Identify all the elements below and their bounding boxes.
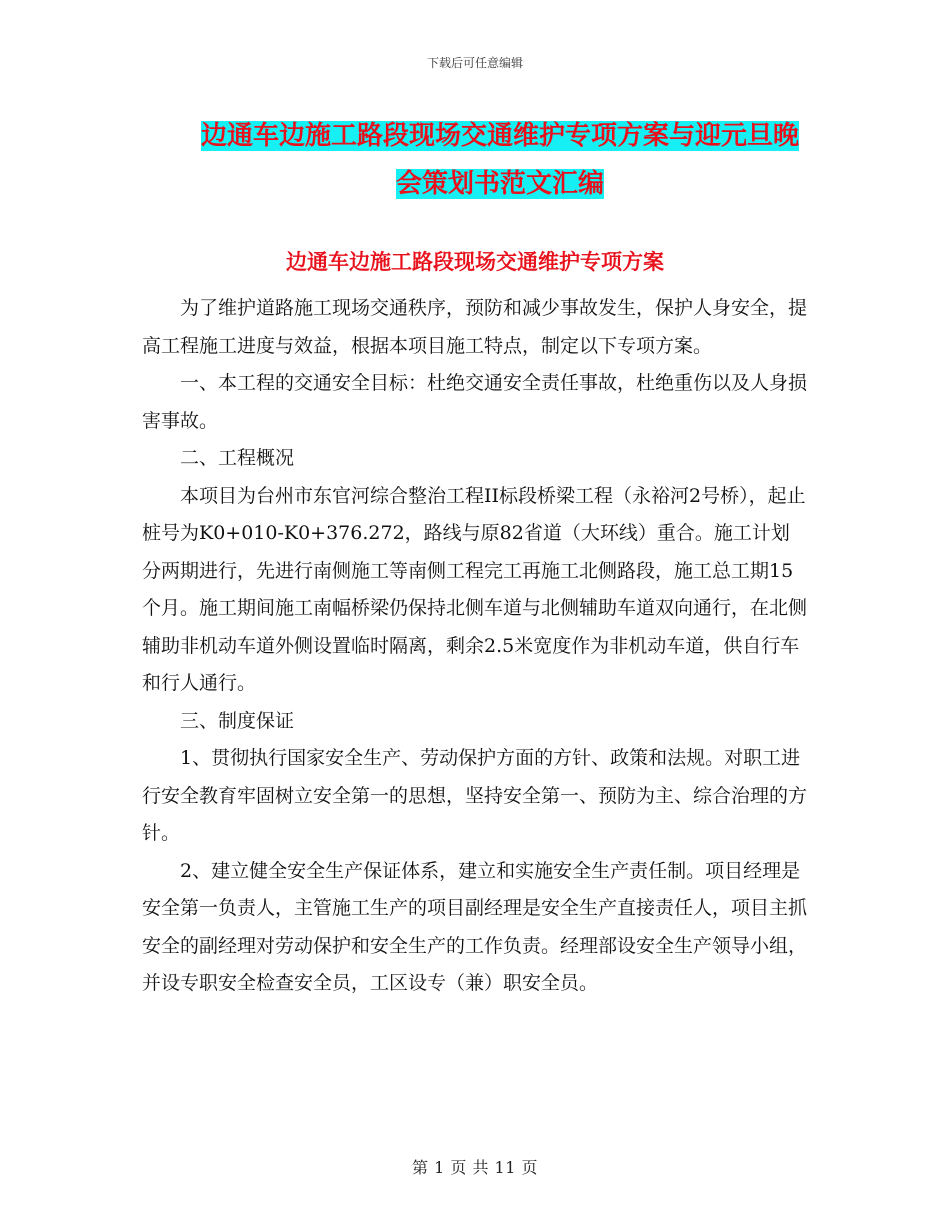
paragraph-heading-overview: 二、工程概况 — [180, 447, 295, 469]
paragraph-safety-goal: 一、本工程的交通安全目标：杜绝交通安全责任事故，杜绝重伤以及人身损害事故。 — [142, 372, 808, 432]
page-header-note: 下载后可任意编辑 — [426, 56, 523, 70]
paragraph-item-1: 1、贯彻执行国家安全生产、劳动保护方面的方针、政策和法规。对职工进行安全教育牢固树立安全第一的思想，坚持安全第一、预防为主、综合治理的方针。 — [142, 747, 808, 844]
section-title: 边通车边施工路段现场交通维护专项方案 — [286, 250, 664, 274]
document-body — [142, 290, 808, 1003]
paragraph-intro: 为了维护道路施工现场交通秩序，预防和减少事故发生，保护人身安全，提高工程施工进度与效益，根据本项目施工特点，制定以下专项方案。 — [142, 297, 808, 357]
page-number-footer: 第 1 页 共 11 页 — [412, 1158, 538, 1177]
paragraph-heading-system: 三、制度保证 — [180, 709, 295, 732]
document-title-text: 边通车边施工路段现场交通维护专项方案与迎元旦晚会策划书范文汇编 — [200, 121, 799, 199]
document-title — [190, 112, 810, 208]
paragraph-project-overview: 本项目为台州市东官河综合整治工程II标段桥梁工程（永裕河2号桥），起止桩号为K0+010-K0+376.272，路线与原82省道（大环线）重合。施工计划分两期进行，先进行南侧施工等南侧工程完工再施工北侧路段，施工总工期15个月。施工期间施工南幅桥梁仍保持北侧车道与北侧辅助车道双向通行，在北侧辅助非机动车道外侧设置临时隔离，剩余2.5米宽度作为非机动车道，供自行车和行人通行。 — [142, 484, 808, 694]
paragraph-item-2: 2、建立健全安全生产保证体系，建立和实施安全生产责任制。项目经理是安全第一负责人，主管施工生产的项目副经理是安全生产直接责任人，项目主抓安全的副经理对劳动保护和安全生产的工作负责。经理部设安全生产领导小组，并设专职安全检查安全员，工区设专（兼）职安全员。 — [142, 859, 808, 994]
